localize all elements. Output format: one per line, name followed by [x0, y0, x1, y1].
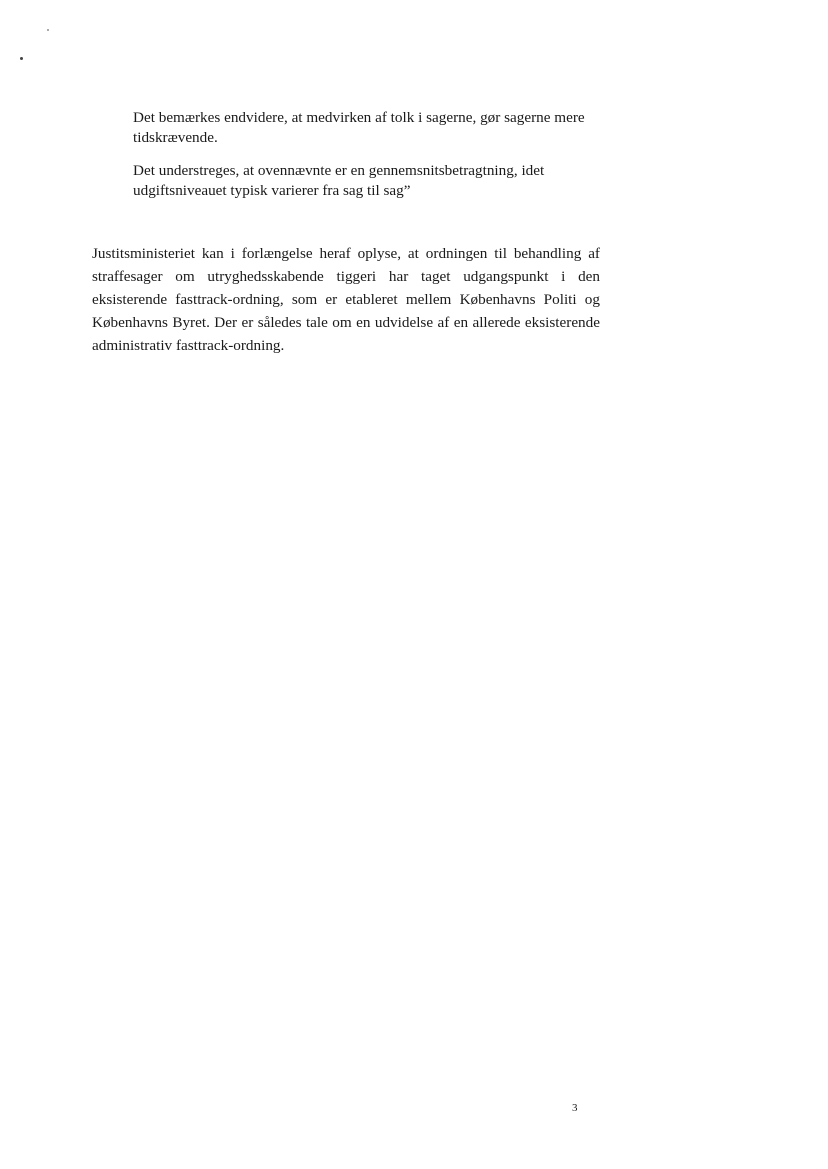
body-section: [92, 242, 600, 357]
scan-speck: [47, 29, 49, 31]
scan-speck: [20, 57, 23, 60]
body-paragraph-1: Justitsministeriet kan i forlængelse heraf oplyse, at ordningen til behandling af straffesager om utryghedsskabende tiggeri har taget udgangspunkt i den eksisterende fasttrack-ordning, som er etableret mellem Københavns Politi og Københavns Byret. Der er således tale om en udvidelse af en allerede eksisterende administrativ fasttrack-ordning.: [92, 245, 600, 354]
page-number: 3: [572, 1102, 578, 1114]
quote-paragraph-2: Det understreges, at ovennævnte er en gennemsnitsbetragtning, idet udgiftsniveauet typisk varierer fra sag til sag”: [133, 162, 545, 199]
quoted-section: [133, 108, 603, 214]
quote-paragraph-1: Det bemærkes endvidere, at medvirken af tolk i sagerne, gør sagerne mere tidskrævende.: [133, 109, 585, 146]
